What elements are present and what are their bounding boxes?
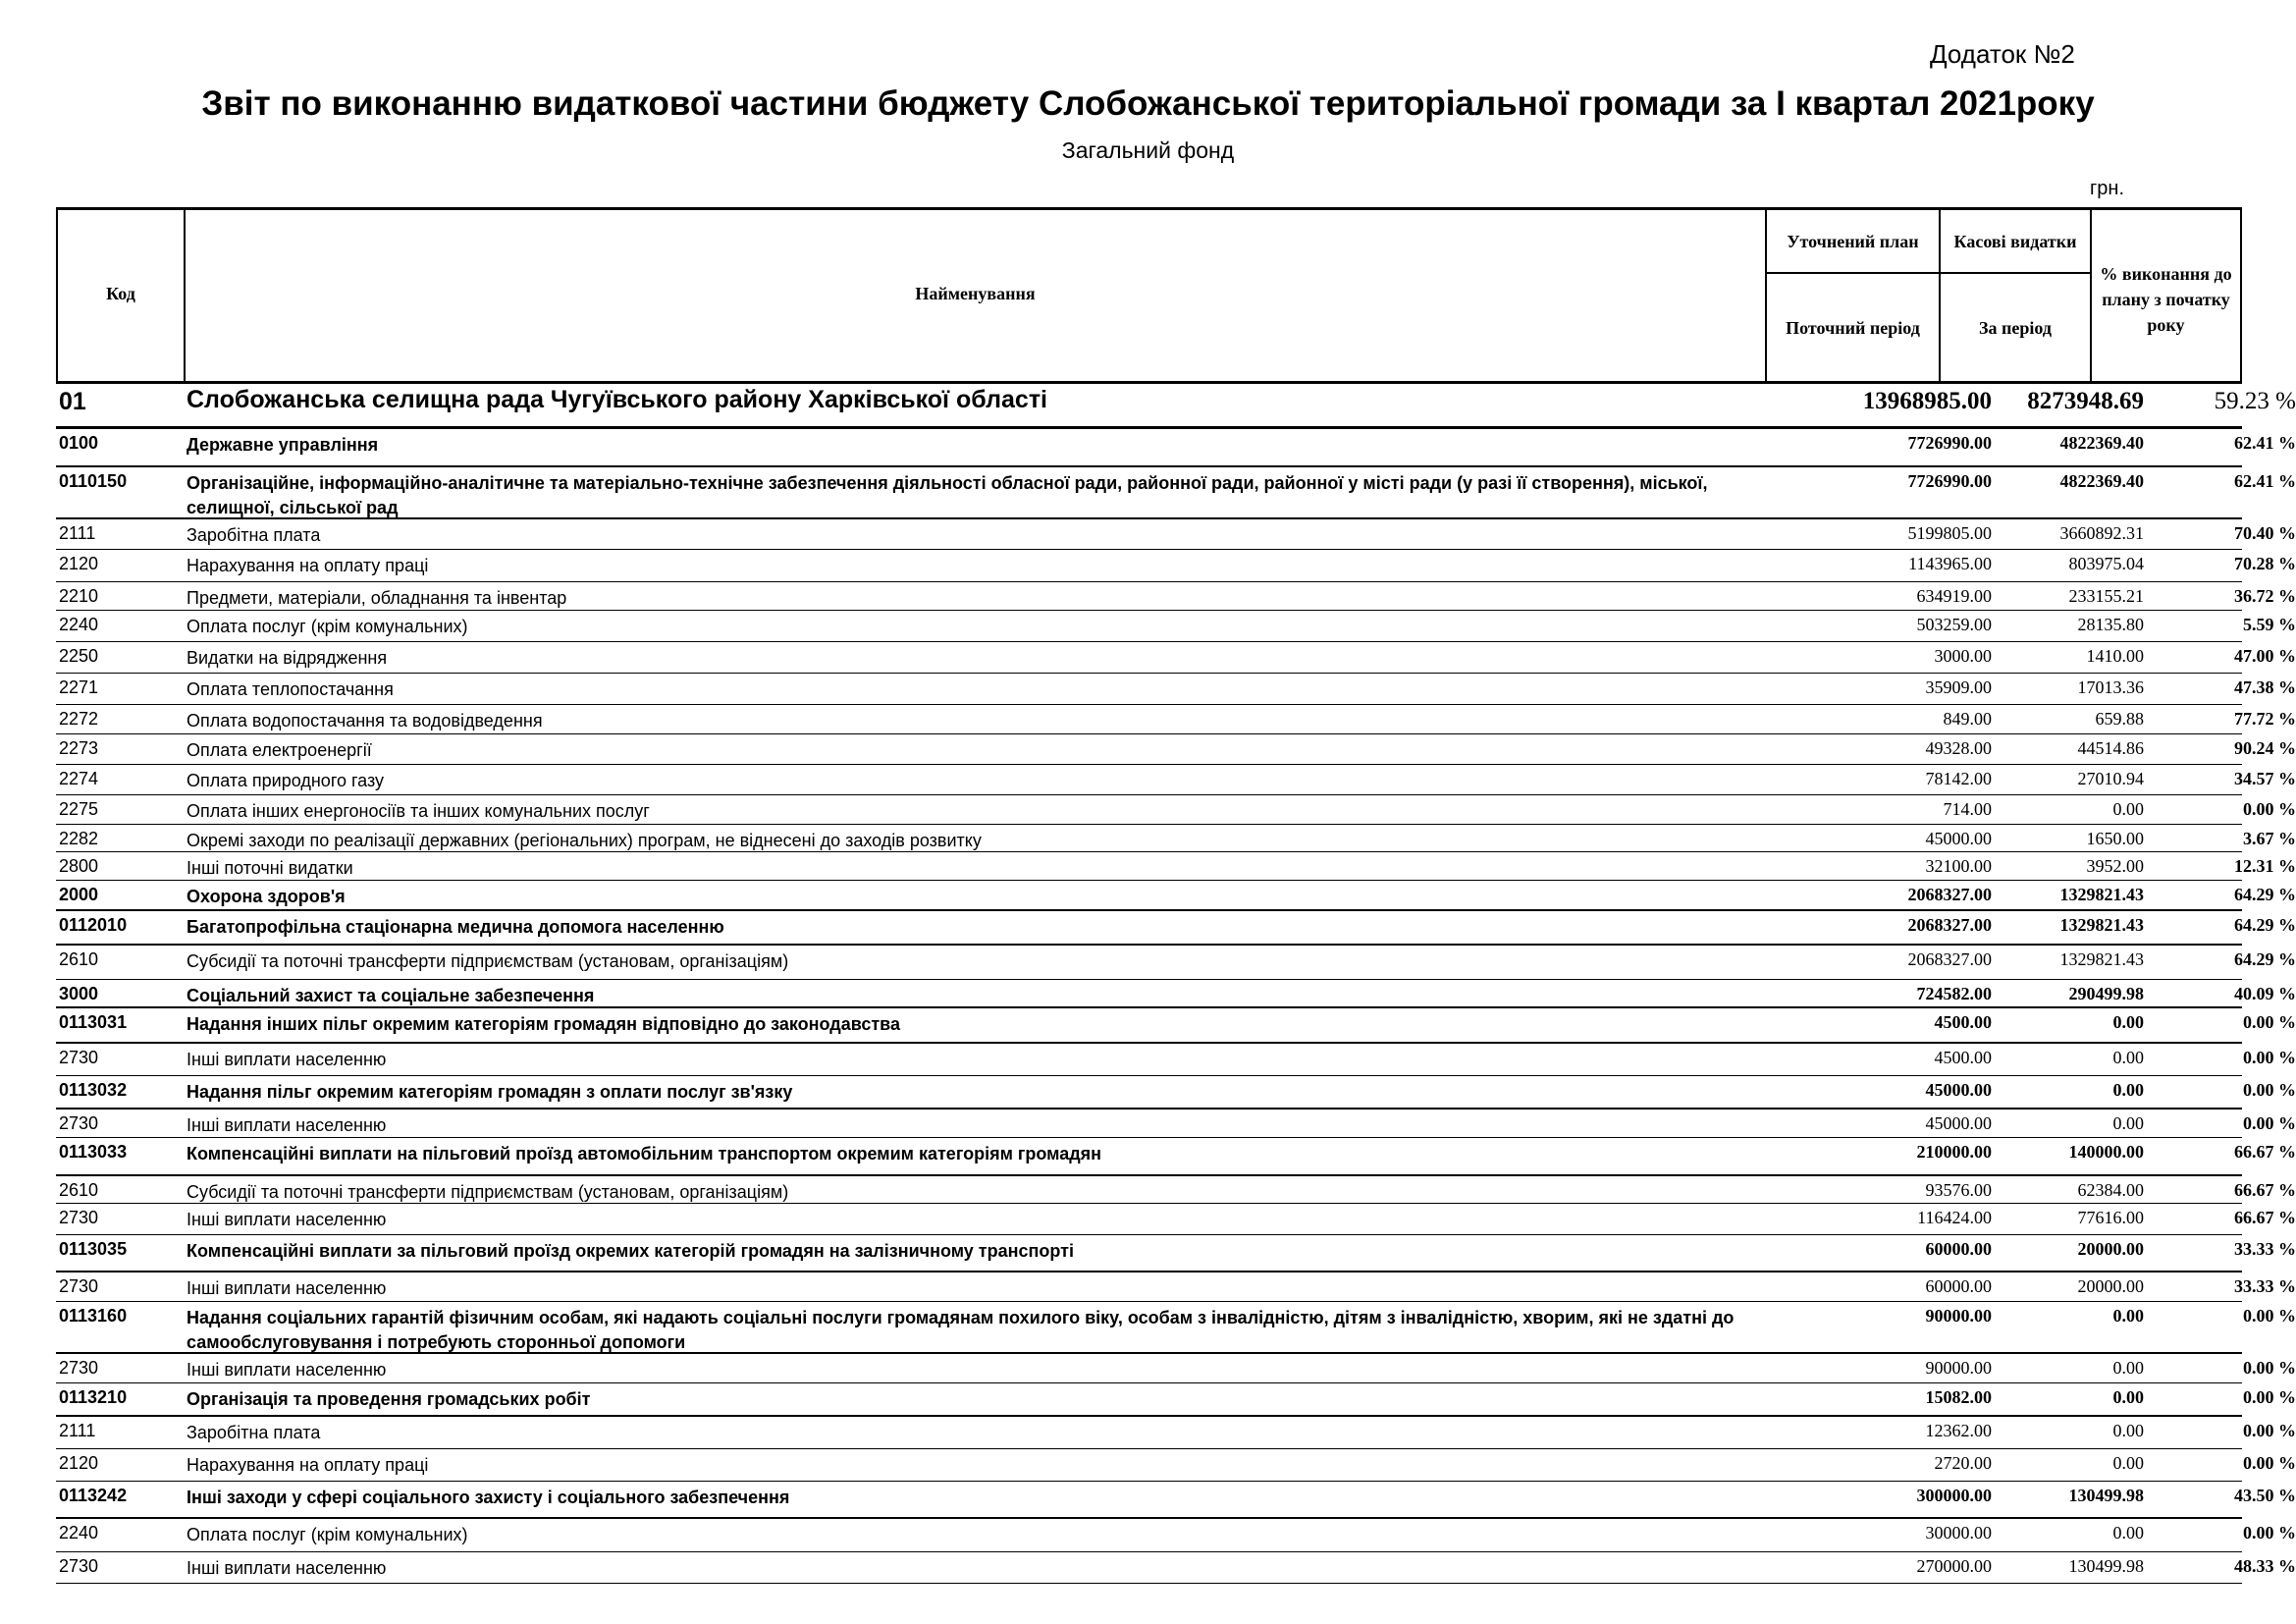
cell-name: Інші виплати населенню xyxy=(187,1115,387,1135)
cell-name: Предмети, матеріали, обладнання та інвентар xyxy=(187,588,567,608)
table-row xyxy=(56,1417,2296,1449)
cell-plan: 714.00 xyxy=(1943,799,1992,819)
cell-plan: 116424.00 xyxy=(1917,1208,1992,1227)
cell-fact: 130499.98 xyxy=(2068,1486,2144,1505)
cell-code: 2730 xyxy=(59,1358,99,1378)
cell-code: 2274 xyxy=(59,769,99,788)
cell-pct: 0.00 % xyxy=(2243,1306,2296,1326)
cell-plan: 1143965.00 xyxy=(1908,554,1992,573)
cell-code: 2730 xyxy=(59,1208,99,1227)
cell-name: Державне управління xyxy=(187,435,379,455)
table-row xyxy=(56,1176,2296,1204)
cell-plan: 5199805.00 xyxy=(1907,523,1992,543)
cell-fact: 1329821.43 xyxy=(2059,885,2144,904)
cell-code: 2250 xyxy=(59,646,99,666)
cell-pct: 64.29 % xyxy=(2234,885,2296,904)
cell-pct: 36.72 % xyxy=(2234,586,2296,606)
cell-name: Організація та проведення громадських робіт xyxy=(187,1389,591,1409)
table-row xyxy=(56,519,2296,550)
cell-code: 2271 xyxy=(59,677,99,697)
cell-code: 2610 xyxy=(59,949,99,969)
cell-code: 2730 xyxy=(59,1048,99,1067)
cell-name: Компенсаційні виплати на пільговий проїзд автомобільним транспортом окремим категоріям громадян xyxy=(187,1144,1102,1164)
cell-plan: 49328.00 xyxy=(1925,738,1992,758)
table-row xyxy=(56,980,2296,1008)
cell-fact: 4822369.40 xyxy=(2059,433,2144,453)
cell-name: Нарахування на оплату праці xyxy=(187,1455,429,1475)
table-row xyxy=(56,1272,2296,1302)
cell-pct: 0.00 % xyxy=(2243,1358,2296,1378)
cell-fact: 0.00 xyxy=(2112,1453,2144,1473)
cell-plan: 3000.00 xyxy=(1934,646,1992,666)
cell-fact: 20000.00 xyxy=(2077,1239,2144,1259)
cell-plan: 12362.00 xyxy=(1925,1421,1992,1440)
cell-pct: 77.72 % xyxy=(2234,709,2296,729)
cell-fact: 0.00 xyxy=(2112,1012,2144,1032)
table-row xyxy=(56,734,2296,765)
cell-plan: 60000.00 xyxy=(1925,1239,1992,1259)
cell-code: 01 xyxy=(59,388,86,415)
table-row xyxy=(56,705,2296,734)
cell-name: Субсидії та поточні трансферти підприємствам (установам, організаціям) xyxy=(187,951,789,971)
cell-code: 0113033 xyxy=(59,1142,128,1162)
table-row xyxy=(56,1008,2296,1044)
cell-plan: 90000.00 xyxy=(1925,1358,1992,1378)
table-row xyxy=(56,611,2296,642)
cell-fact: 0.00 xyxy=(2112,1523,2144,1543)
cell-pct: 0.00 % xyxy=(2243,1113,2296,1133)
cell-fact: 0.00 xyxy=(2112,1421,2144,1440)
cell-name: Оплата послуг (крім комунальних) xyxy=(187,1525,468,1544)
cell-fact: 233155.21 xyxy=(2068,586,2144,606)
cell-fact: 62384.00 xyxy=(2077,1180,2144,1200)
cell-code: 2272 xyxy=(59,709,99,729)
cell-fact: 28135.80 xyxy=(2077,615,2144,634)
cell-pct: 33.33 % xyxy=(2234,1239,2296,1259)
cell-fact: 290499.98 xyxy=(2068,984,2144,1003)
cell-name: Інші заходи у сфері соціального захисту і соціального забезпечення xyxy=(187,1488,790,1507)
table-row xyxy=(56,1354,2296,1383)
cell-fact: 0.00 xyxy=(2112,1387,2144,1407)
cell-plan: 7726990.00 xyxy=(1907,471,1992,491)
cell-pct: 0.00 % xyxy=(2243,1421,2296,1440)
table-row xyxy=(56,1302,2296,1354)
cell-pct: 66.67 % xyxy=(2234,1142,2296,1162)
cell-plan: 7726990.00 xyxy=(1907,433,1992,453)
cell-code: 2120 xyxy=(59,554,99,573)
col-fact-top-header: Касові видатки xyxy=(1953,232,2077,251)
cell-code: 2111 xyxy=(59,1421,96,1440)
cell-pct: 3.67 % xyxy=(2243,829,2296,848)
cell-pct: 43.50 % xyxy=(2234,1486,2296,1505)
cell-fact: 44514.86 xyxy=(2077,738,2144,758)
cell-pct: 33.33 % xyxy=(2234,1276,2296,1296)
cell-plan: 30000.00 xyxy=(1925,1523,1992,1543)
cell-code: 0113035 xyxy=(59,1239,128,1259)
cell-fact: 1410.00 xyxy=(2086,646,2144,666)
cell-pct: 0.00 % xyxy=(2243,1048,2296,1067)
cell-name: Компенсаційні виплати за пільговий проїзд окремих категорій громадян на залізничному транспорті xyxy=(187,1241,1074,1261)
cell-name: Інші виплати населенню xyxy=(187,1050,387,1069)
cell-name: Окремі заходи по реалізації державних (регіональних) програм, не віднесені до заходів розвитку xyxy=(187,831,982,850)
cell-plan: 2068327.00 xyxy=(1907,949,1992,969)
cell-plan: 634919.00 xyxy=(1916,586,1992,606)
table-row xyxy=(56,852,2296,881)
cell-pct: 0.00 % xyxy=(2243,1012,2296,1032)
cell-name: Інші виплати населенню xyxy=(187,1278,387,1298)
cell-name: Заробітна плата xyxy=(187,1423,321,1442)
table-row xyxy=(56,765,2296,795)
cell-pct: 66.67 % xyxy=(2234,1208,2296,1227)
table-row xyxy=(56,911,2296,946)
report-title: Звіт по виконанню видаткової частини бюджету Слобожанської територіальної громади за І квартал 2021року xyxy=(201,84,2095,123)
cell-name: Інші виплати населенню xyxy=(187,1558,387,1578)
cell-plan: 13968985.00 xyxy=(1862,388,1992,414)
table-row xyxy=(56,550,2296,582)
cell-code: 0110150 xyxy=(59,471,128,491)
cell-code: 2282 xyxy=(59,829,99,848)
table-row xyxy=(56,1110,2296,1138)
table-row xyxy=(56,1235,2296,1272)
col-code-header: Код xyxy=(106,284,135,303)
cell-plan: 32100.00 xyxy=(1925,856,1992,876)
cell-name: Заробітна плата xyxy=(187,525,321,545)
table-row xyxy=(56,795,2296,825)
cell-code: 2730 xyxy=(59,1113,99,1133)
table-row xyxy=(56,1383,2296,1417)
cell-name: Субсидії та поточні трансферти підприємствам (установам, організаціям) xyxy=(187,1182,789,1202)
cell-plan: 270000.00 xyxy=(1916,1556,1992,1576)
cell-code: 2275 xyxy=(59,799,99,819)
table-row xyxy=(56,674,2296,705)
cell-name: Нарахування на оплату праці xyxy=(187,556,429,575)
cell-name: Слобожанська селищна рада Чугуївського району Харківської області xyxy=(187,386,1048,413)
cell-plan: 4500.00 xyxy=(1934,1012,1992,1032)
cell-plan: 45000.00 xyxy=(1925,1080,1992,1100)
cell-pct: 47.00 % xyxy=(2234,646,2296,666)
cell-fact: 77616.00 xyxy=(2077,1208,2144,1227)
cell-pct: 0.00 % xyxy=(2243,1080,2296,1100)
cell-pct: 12.31 % xyxy=(2234,856,2296,876)
table-row xyxy=(56,825,2296,852)
cell-pct: 62.41 % xyxy=(2234,433,2296,453)
cell-code: 0113031 xyxy=(59,1012,128,1032)
cell-code: 3000 xyxy=(59,984,99,1003)
table-row xyxy=(56,946,2296,980)
cell-pct: 64.29 % xyxy=(2234,915,2296,935)
cell-code: 2273 xyxy=(59,738,99,758)
cell-pct: 0.00 % xyxy=(2243,1453,2296,1473)
cell-name: Оплата природного газу xyxy=(187,771,385,790)
cell-code: 2120 xyxy=(59,1453,99,1473)
cell-code: 0113210 xyxy=(59,1387,128,1407)
cell-fact: 20000.00 xyxy=(2077,1276,2144,1296)
cell-pct: 70.28 % xyxy=(2234,554,2296,573)
cell-name: Інші поточні видатки xyxy=(187,858,353,878)
cell-pct: 0.00 % xyxy=(2243,1523,2296,1543)
cell-pct: 90.24 % xyxy=(2234,738,2296,758)
cell-code: 0113242 xyxy=(59,1486,128,1505)
cell-plan: 15082.00 xyxy=(1925,1387,1992,1407)
cell-code: 0113160 xyxy=(59,1306,128,1326)
cell-plan: 503259.00 xyxy=(1916,615,1992,634)
cell-fact: 0.00 xyxy=(2112,799,2144,819)
cell-name: Організаційне, інформаційно-аналітичне та матеріально-технічне забезпечення діяльності обласної ради, районної ради, районної у місті ради (у разі її створення), міської, селищної, сільської рад xyxy=(187,473,1708,517)
cell-plan: 78142.00 xyxy=(1925,769,1992,788)
appendix-label: Додаток №2 xyxy=(1930,39,2075,69)
cell-name: Інші виплати населенню xyxy=(187,1210,387,1229)
cell-fact: 140000.00 xyxy=(2068,1142,2144,1162)
cell-code: 2730 xyxy=(59,1276,99,1296)
cell-name: Інші виплати населенню xyxy=(187,1360,387,1380)
cell-pct: 62.41 % xyxy=(2234,471,2296,491)
table-row xyxy=(56,582,2296,611)
table-row xyxy=(56,467,2296,519)
table-row xyxy=(56,1449,2296,1482)
cell-fact: 0.00 xyxy=(2112,1306,2144,1326)
table-row xyxy=(56,385,2296,429)
cell-fact: 1329821.43 xyxy=(2059,949,2144,969)
cell-fact: 1650.00 xyxy=(2086,829,2144,848)
table-row xyxy=(56,881,2296,911)
cell-code: 2610 xyxy=(59,1180,99,1200)
cell-pct: 59.23 % xyxy=(2214,388,2296,414)
cell-plan: 849.00 xyxy=(1943,709,1992,729)
cell-name: Оплата інших енергоносіїв та інших комунальних послуг xyxy=(187,801,650,821)
table-row xyxy=(56,1138,2296,1176)
cell-fact: 0.00 xyxy=(2112,1113,2144,1133)
cell-name: Соціальний захист та соціальне забезпечення xyxy=(187,986,595,1005)
cell-plan: 300000.00 xyxy=(1916,1486,1992,1505)
cell-code: 0113032 xyxy=(59,1080,128,1100)
cell-fact: 130499.98 xyxy=(2068,1556,2144,1576)
cell-fact: 803975.04 xyxy=(2068,554,2144,573)
cell-fact: 17013.36 xyxy=(2077,677,2144,697)
col-name-header: Найменування xyxy=(915,284,1036,303)
cell-name: Оплата теплопостачання xyxy=(187,679,394,699)
col-plan-bottom-header: Поточний період xyxy=(1786,318,1920,338)
cell-plan: 724582.00 xyxy=(1916,984,1992,1003)
cell-pct: 66.67 % xyxy=(2234,1180,2296,1200)
cell-code: 0112010 xyxy=(59,915,128,935)
cell-fact: 0.00 xyxy=(2112,1080,2144,1100)
cell-fact: 4822369.40 xyxy=(2059,471,2144,491)
cell-pct: 5.59 % xyxy=(2243,615,2296,634)
table-row xyxy=(56,1519,2296,1552)
cell-name: Надання інших пільг окремим категоріям громадян відповідно до законодавства xyxy=(187,1014,901,1034)
cell-plan: 45000.00 xyxy=(1925,1113,1992,1133)
cell-fact: 3660892.31 xyxy=(2059,523,2144,543)
cell-plan: 4500.00 xyxy=(1934,1048,1992,1067)
table-row xyxy=(56,1552,2296,1584)
cell-pct: 40.09 % xyxy=(2234,984,2296,1003)
table-row xyxy=(56,1044,2296,1076)
cell-pct: 0.00 % xyxy=(2243,799,2296,819)
fund-subtitle: Загальний фонд xyxy=(1061,137,1235,163)
cell-fact: 659.88 xyxy=(2095,709,2144,729)
cell-pct: 70.40 % xyxy=(2234,523,2296,543)
cell-code: 2730 xyxy=(59,1556,99,1576)
cell-pct: 47.38 % xyxy=(2234,677,2296,697)
cell-plan: 210000.00 xyxy=(1916,1142,1992,1162)
col-fact-bottom-header: За період xyxy=(1979,318,2052,338)
cell-fact: 0.00 xyxy=(2112,1358,2144,1378)
table-row xyxy=(56,429,2296,467)
cell-name: Оплата послуг (крім комунальних) xyxy=(187,617,468,636)
cell-plan: 35909.00 xyxy=(1925,677,1992,697)
cell-name: Охорона здоров'я xyxy=(187,887,346,906)
cell-pct: 48.33 % xyxy=(2234,1556,2296,1576)
cell-fact: 3952.00 xyxy=(2086,856,2144,876)
cell-plan: 90000.00 xyxy=(1925,1306,1992,1326)
cell-name: Оплата водопостачання та водовідведення xyxy=(187,711,543,731)
cell-fact: 27010.94 xyxy=(2077,769,2144,788)
currency-label: грн. xyxy=(2090,178,2125,199)
table-row xyxy=(56,642,2296,674)
cell-pct: 0.00 % xyxy=(2243,1387,2296,1407)
cell-code: 2000 xyxy=(59,885,99,904)
cell-plan: 60000.00 xyxy=(1925,1276,1992,1296)
cell-plan: 2068327.00 xyxy=(1907,915,1992,935)
col-plan-top-header: Уточнений план xyxy=(1787,232,1919,251)
cell-fact: 1329821.43 xyxy=(2059,915,2144,935)
cell-code: 2111 xyxy=(59,523,96,543)
cell-code: 2800 xyxy=(59,856,99,876)
cell-plan: 93576.00 xyxy=(1925,1180,1992,1200)
cell-code: 2240 xyxy=(59,1523,99,1543)
cell-fact: 0.00 xyxy=(2112,1048,2144,1067)
cell-plan: 2068327.00 xyxy=(1907,885,1992,904)
table-row xyxy=(56,1204,2296,1235)
cell-name: Багатопрофільна стаціонарна медична допомога населенню xyxy=(187,917,724,937)
col-pct-header: % виконання до плану з початку року xyxy=(2100,264,2232,335)
cell-name: Видатки на відрядження xyxy=(187,648,388,668)
cell-plan: 2720.00 xyxy=(1934,1453,1992,1473)
cell-code: 2240 xyxy=(59,615,99,634)
cell-name: Надання соціальних гарантій фізичним особам, які надають соціальні послуги громадянам похилого віку, особам з інвалідністю, дітям з інвалідністю, хворим, які не здатні до самообслуговування і потребують сторонньої допомоги xyxy=(187,1308,1735,1352)
table-row xyxy=(56,1076,2296,1110)
cell-fact: 8273948.69 xyxy=(2027,388,2144,414)
cell-pct: 64.29 % xyxy=(2234,949,2296,969)
cell-name: Оплата електроенергії xyxy=(187,740,372,760)
table-row xyxy=(56,1482,2296,1519)
cell-plan: 45000.00 xyxy=(1925,829,1992,848)
cell-code: 0100 xyxy=(59,433,99,453)
cell-name: Надання пільг окремим категоріям громадян з оплати послуг зв'язку xyxy=(187,1082,793,1102)
cell-pct: 34.57 % xyxy=(2234,769,2296,788)
cell-code: 2210 xyxy=(59,586,99,606)
